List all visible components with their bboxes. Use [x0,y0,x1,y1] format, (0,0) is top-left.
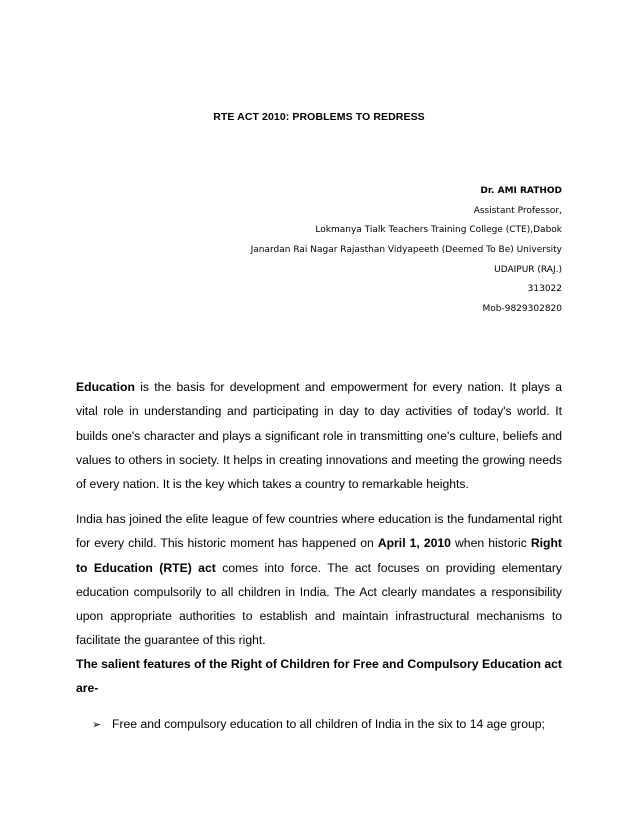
author-pin: 313022 [527,284,562,295]
author-position: Assistant Professor, [473,205,562,216]
author-city: UDAIPUR (RAJ.) [494,264,562,275]
rte-act-name: Right to Education (RTE) act [76,536,562,575]
author-college: Lokmanya Tialk Teachers Training College (CTE),Dabok [315,225,562,236]
paragraph-text: is the basis for development and empowerment for every nation. It plays a vital role in understanding and participating in day to day activities of today's world. It builds one's character and plays a significant role in transmitting one's culture, beliefs and values to others in society. It helps in creating innovations and meeting the growing needs of every nation. It is the key which takes a country to remarkable heights. [76,380,562,492]
paragraph-education [76,375,562,496]
paragraph-lead: Education [76,380,135,394]
paragraph-text-b: when historic [450,536,531,551]
arrow-bullet-icon: ➢ [92,719,102,731]
author-block [251,182,562,320]
paragraph-text-a: India has joined the elite league of few countries where education is the fundamental right for every child. This historic moment has happened on [76,512,562,551]
rte-date: April 1, 2010 [377,536,451,551]
bullet-item [92,712,545,737]
author-name: Dr. AMI RATHOD [480,186,562,196]
author-mobile: Mob-9829302820 [482,304,562,315]
paragraph-rte [76,507,562,653]
paragraph-text-c: comes into force. The act focuses on providing elementary education compulsorily to all children in India. The Act clearly mandates a responsibility upon appropriate authorities to establish and maintain infrastructural mechanisms to facilitate the guarantee of this right. [76,560,562,648]
features-heading: The salient features of the Right of Children for Free and Compulsory Education act are- [76,657,562,696]
document-title: RTE ACT 2010: PROBLEMS TO REDRESS [213,111,425,123]
author-university: Janardan Rai Nagar Rajasthan Vidyapeeth (Deemed To Be) University [250,245,562,256]
bullet-text: Free and compulsory education to all children of India in the six to 14 age group; [112,717,545,731]
